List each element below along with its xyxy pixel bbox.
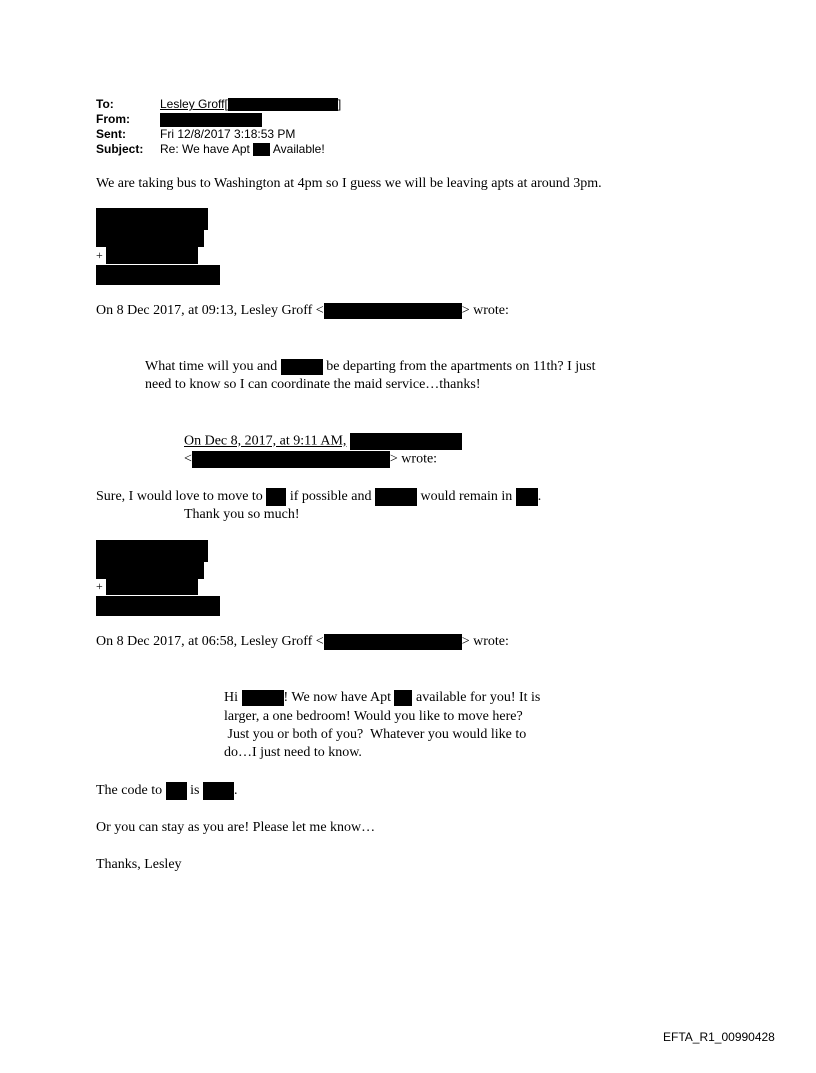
to-row xyxy=(96,97,341,111)
q3-line3: Just you or both of you? Whatever you would like to xyxy=(224,727,527,742)
subject-prefix: Re: We have Apt xyxy=(160,142,250,156)
q3-line4: do…I just need to know. xyxy=(224,745,362,760)
redaction-q2-email xyxy=(192,451,390,468)
q3-line2: larger, a one bedroom! Would you like to move here? xyxy=(224,709,523,724)
redaction-sig2-line4 xyxy=(96,596,220,616)
redaction-code-value xyxy=(203,782,234,800)
reply-line1 xyxy=(96,488,541,506)
q2-header-line2-post: > wrote: xyxy=(389,451,438,467)
code-line xyxy=(96,782,237,800)
sent-row xyxy=(96,127,295,141)
subject-label: Subject: xyxy=(96,142,144,156)
quote1-pre: On 8 Dec 2017, at 09:13, Lesley Groff < xyxy=(96,303,324,319)
to-label: To: xyxy=(96,97,114,111)
code-mid: is xyxy=(190,783,200,799)
sent-value: Fri 12/8/2017 3:18:53 PM xyxy=(160,127,296,141)
redaction-q3-apt xyxy=(394,690,412,706)
reply-pre: Sure, I would love to move to xyxy=(96,489,263,505)
sig2-plus: + xyxy=(96,579,103,593)
thanks-line: Thanks, Lesley xyxy=(96,857,182,872)
subject-suffix: Available! xyxy=(272,142,325,156)
bates-number: EFTA_R1_00990428 xyxy=(663,1030,775,1044)
redaction-sig1-line4 xyxy=(96,265,220,285)
sent-label: Sent: xyxy=(96,127,126,141)
from-label: From: xyxy=(96,112,130,126)
redaction-sig1-line3 xyxy=(106,246,198,264)
redaction-q3-name xyxy=(242,690,284,706)
redaction-quote3-email xyxy=(324,634,462,650)
q3-post: available for you! It is xyxy=(415,690,541,706)
redaction-quote1-email xyxy=(324,303,462,319)
to-suffix: ] xyxy=(337,97,342,111)
redaction-sig1-line2 xyxy=(96,229,204,247)
q1-line1-pre: What time will you and xyxy=(145,359,278,375)
redaction-reply-apt2 xyxy=(516,488,538,506)
subject-row xyxy=(96,142,325,156)
redaction-code-apt xyxy=(166,782,187,800)
redaction-reply-name xyxy=(375,488,417,506)
q3-mid: ! We now have Apt xyxy=(283,690,391,706)
redaction-sig2-line3 xyxy=(106,577,198,595)
stay-line: Or you can stay as you are! Please let me know… xyxy=(96,820,376,835)
code-end: . xyxy=(233,783,238,799)
redaction-from xyxy=(160,113,262,127)
reply-end: . xyxy=(537,489,542,505)
quote1-post: > wrote: xyxy=(461,303,509,319)
q1-line2: need to know so I can coordinate the maid service…thanks! xyxy=(145,377,481,392)
code-pre: The code to xyxy=(96,783,163,799)
q2-header-line1 xyxy=(184,433,462,450)
reply-mid1: if possible and xyxy=(289,489,372,505)
quote1-header xyxy=(96,303,509,319)
reply-line2: Thank you so much! xyxy=(184,507,300,522)
to-value: Lesley Groff[ xyxy=(160,97,228,111)
redaction-q1-name xyxy=(281,359,323,375)
q2-header-line2-pre: < xyxy=(184,451,192,467)
redaction-sig1-line1 xyxy=(96,208,208,230)
redaction-sig2-line1 xyxy=(96,540,208,562)
redaction-to-email xyxy=(228,98,338,111)
q1-line1-post: be departing from the apartments on 11th? I just xyxy=(326,359,596,375)
redaction-subject-apt xyxy=(253,143,270,156)
quote3-header xyxy=(96,634,509,650)
quote3-pre: On 8 Dec 2017, at 06:58, Lesley Groff < xyxy=(96,634,324,650)
quote3-post: > wrote: xyxy=(461,634,509,650)
body-line-1: We are taking bus to Washington at 4pm so I guess we will be leaving apts at around 3pm. xyxy=(96,176,602,191)
from-row xyxy=(96,112,262,127)
reply-mid2: would remain in xyxy=(420,489,513,505)
redaction-reply-apt1 xyxy=(266,488,286,506)
q3-line1 xyxy=(224,690,540,706)
q2-header-line2 xyxy=(184,451,437,468)
q1-line1 xyxy=(145,359,596,375)
q2-header-line1-text: On Dec 8, 2017, at 9:11 AM, xyxy=(184,433,347,449)
redaction-q2-sender xyxy=(350,433,462,450)
q3-hi: Hi xyxy=(224,690,238,706)
sig1-plus: + xyxy=(96,248,103,262)
